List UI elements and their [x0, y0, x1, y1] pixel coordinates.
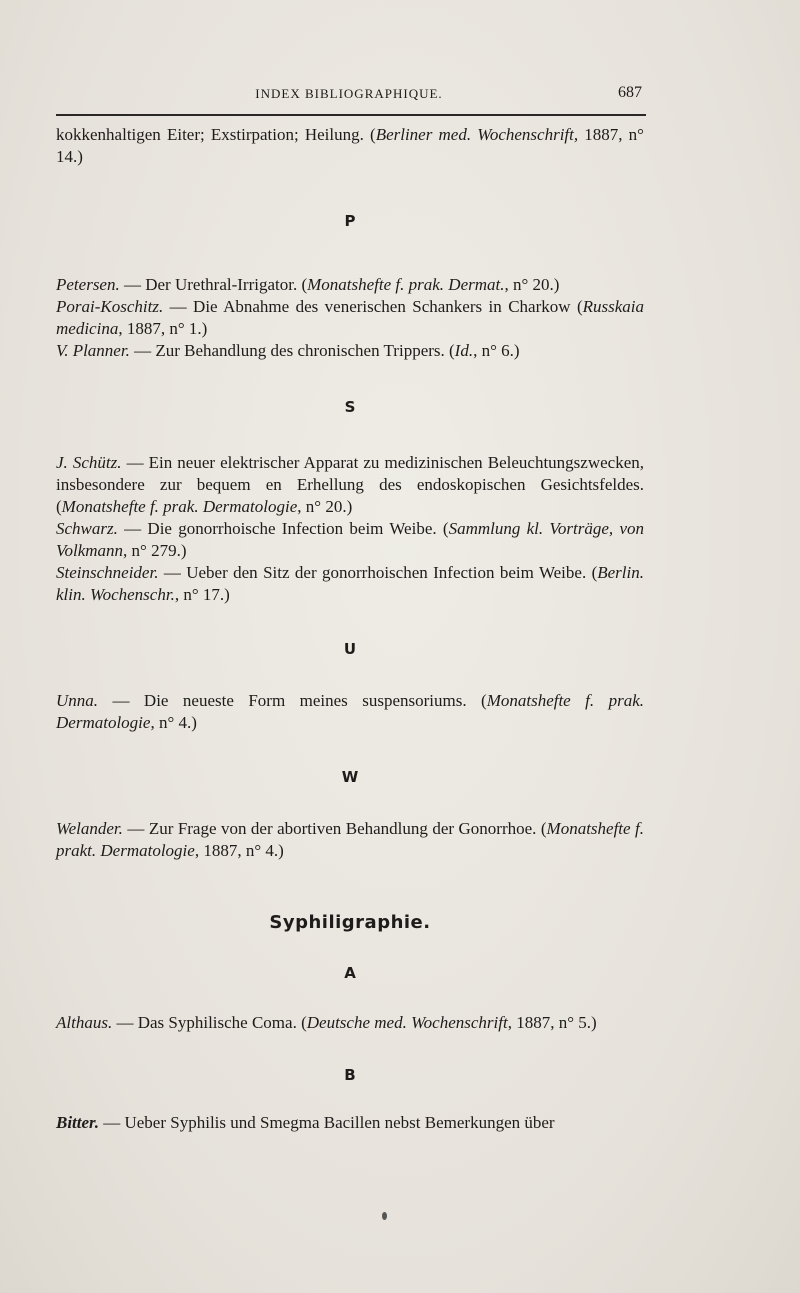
ink-spot [382, 1212, 387, 1220]
running-title: INDEX BIBLIOGRAPHIQUE. [255, 86, 443, 101]
page-header [56, 84, 642, 108]
page-number: 687 [618, 84, 642, 101]
letter-heading-s: S [344, 398, 356, 416]
entry-unna: Unna. — Die neueste Form meines suspensoriums. (Monatshefte f. prak. Dermatologie, n° 4.) [56, 691, 644, 732]
header-rule [56, 114, 646, 116]
section-title-syphiligraphie: Syphiligraphie. [269, 912, 431, 933]
entry-petersen: Petersen. — Der Urethral-Irrigator. (Monatshefte f. prak. Dermat., n° 20.) [56, 275, 560, 294]
entry-porai-koschitz: Porai-Koschitz. — Die Abnahme des venerischen Schankers in Charkow (Russkaia medicina, 1887, n° 1.) [56, 297, 644, 338]
letter-heading-u: U [343, 640, 357, 658]
entry-bitter: Bitter. — Ueber Syphilis und Smegma Bacillen nebst Bemerkungen über [56, 1113, 555, 1132]
letter-heading-b: B [344, 1066, 356, 1084]
entry-planner: V. Planner. — Zur Behandlung des chronischen Trippers. (Id., n° 6.) [56, 341, 520, 360]
bibliography-body [56, 124, 644, 1134]
letter-heading-p: P [344, 212, 356, 230]
entry-althaus: Althaus. — Das Syphilische Coma. (Deutsche med. Wochenschrift, 1887, n° 5.) [56, 1013, 597, 1032]
entry-schutz: J. Schütz. — Ein neuer elektrischer Apparat zu medizinischen Beleuchtungszwecken, insbesondere zur bequem en Erhellung des endoskopischen Gesichtsfeldes. (Monatshefte f. prak. Dermatologie, n° 20.) [56, 453, 644, 516]
entry-welander: Welander. — Zur Frage von der abortiven Behandlung der Gonorrhoe. (Monatshefte f. prakt. Dermatologie, 1887, n° 4.) [56, 819, 644, 860]
letter-heading-a: A [344, 964, 356, 982]
entry-schwarz: Schwarz. — Die gonorrhoische Infection beim Weibe. (Sammlung kl. Vorträge, von Volkmann, n° 279.) [56, 519, 644, 560]
letter-heading-w: W [341, 768, 359, 786]
entry-steinschneider: Steinschneider. — Ueber den Sitz der gonorrhoischen Infection beim Weibe. (Berlin. klin. Wochenschr., n° 17.) [56, 563, 644, 604]
entry-continuation: kokkenhaltigen Eiter; Exstirpation; Heilung. (Berliner med. Wochenschrift, 1887, n° 14.) [56, 125, 644, 166]
